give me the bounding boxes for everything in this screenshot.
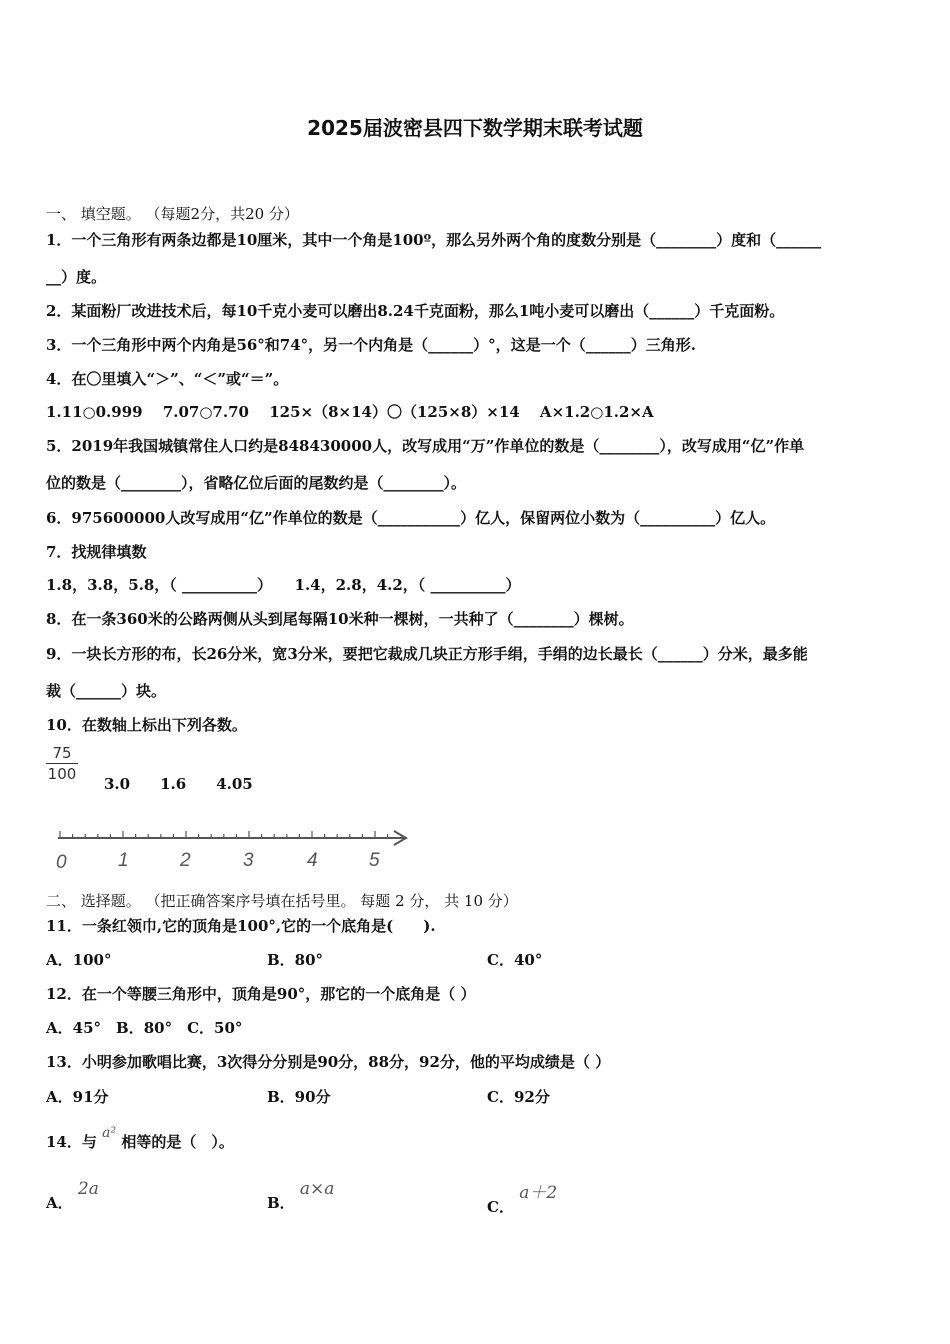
question-7: 7．找规律填数 [46,543,147,561]
question-13-option-c: C．92分 [487,1088,550,1106]
question-3: 3．一个三角形中两个内角是56°和74°，另一个内角是（______）°，这是一个（______）三角形. [46,336,696,354]
number-line-label-1: 1 [118,850,129,871]
question-4-items: 1.11○0.999 7.07○7.70 125×（8×14）〇（125×8）×14 A×1.2○1.2×A [46,403,654,421]
question-13-option-a: A．91分 [46,1088,109,1106]
question-12: 12．在一个等腰三角形中，顶角是90°，那它的一个底角是（ ） [46,985,476,1003]
number-line-label-4: 4 [307,850,318,871]
page-title: 2025届波密县四下数学期末联考试题 [307,116,643,140]
number-line-ticks [60,831,388,838]
question-2: 2．某面粉厂改进技术后，每10千克小麦可以磨出8.24千克面粉，那么1吨小麦可以磨出（______）千克面粉。 [46,302,785,320]
question-11-option-c: C．40° [487,951,543,969]
question-5-line-1: 5．2019年我国城镇常住人口约是848430000人，改写成用“万”作单位的数是（________），改写成用“亿”作单 [46,437,805,455]
question-14-option-c-math: a＋2 [519,1183,558,1203]
question-11: 11．一条红领巾,它的顶角是100°,它的一个底角是( ). [46,917,436,935]
question-14-option-a [46,1179,99,1213]
question-1-line-2: __）度。 [46,268,107,286]
question-12-options: A．45° B．80° C．50° [46,1019,243,1037]
number-line-label-5: 5 [369,850,380,871]
question-8: 8．在一条360米的公路两侧从头到尾每隔10米种一棵树，一共种了（________）棵树。 [46,610,634,628]
question-13-option-b: B．90分 [267,1088,331,1106]
question-14-option-b [267,1179,335,1213]
number-line-label-3: 3 [243,850,254,871]
section-2-heading: 二、 选择题。 （把正确答案序号填在括号里。 每题 2 分， 共 10 分） [46,892,518,910]
fraction-75-over-100 [46,744,78,783]
question-11-option-b: B．80° [267,951,324,969]
number-line [52,826,422,876]
question-14-option-a-math: 2a [77,1179,99,1199]
question-5-line-2: 位的数是（________），省略亿位后面的尾数约是（________）。 [46,474,467,492]
question-10-numbers: 3.0 1.6 4.05 [104,775,253,793]
question-9-line-2: 裁（______）块。 [46,682,167,700]
question-14-option-b-label: B． [267,1194,295,1212]
question-14-suffix: 相等的是（ ）。 [121,1133,234,1151]
question-7-items: 1.8，3.8，5.8，（ __________） 1.4，2.8，4.2，（ __________） [46,576,521,594]
question-9-line-1: 9．一块长方形的布，长26分米，宽3分米，要把它裁成几块正方形手绢，手绢的边长最长（______）分米，最多能 [46,645,808,663]
question-4: 4．在〇里填入“＞”、“＜”或“＝”。 [46,370,289,388]
section-1-heading: 一、 填空题。 （每题2分，共20 分） [46,205,299,223]
fraction-numerator: 75 [46,744,78,764]
question-14 [46,1125,234,1152]
fraction-denominator: 100 [47,765,77,783]
question-14-option-a-label: A． [46,1194,73,1212]
question-13: 13．小明参加歌唱比赛，3次得分分别是90分，88分，92分，他的平均成绩是（ ） [46,1053,611,1071]
question-1-line-1: 1．一个三角形有两条边都是10厘米，其中一个角是100º，那么另外两个角的度数分别是（________）度和（______ [46,231,822,249]
question-14-option-b-math: a×a [299,1179,335,1199]
question-11-option-a: A．100° [46,951,112,969]
number-line-label-2: 2 [180,850,191,871]
number-line-label-0: 0 [56,852,67,873]
question-6: 6．975600000人改写成用“亿”作单位的数是（___________）亿人，保留两位小数为（__________）亿人。 [46,509,776,527]
question-14-prefix: 14．与 [46,1133,97,1151]
question-10: 10．在数轴上标出下列各数。 [46,716,247,734]
question-14-option-c-label: C． [487,1198,514,1216]
question-14-expression: a² [102,1125,117,1141]
question-14-option-c [487,1183,558,1217]
